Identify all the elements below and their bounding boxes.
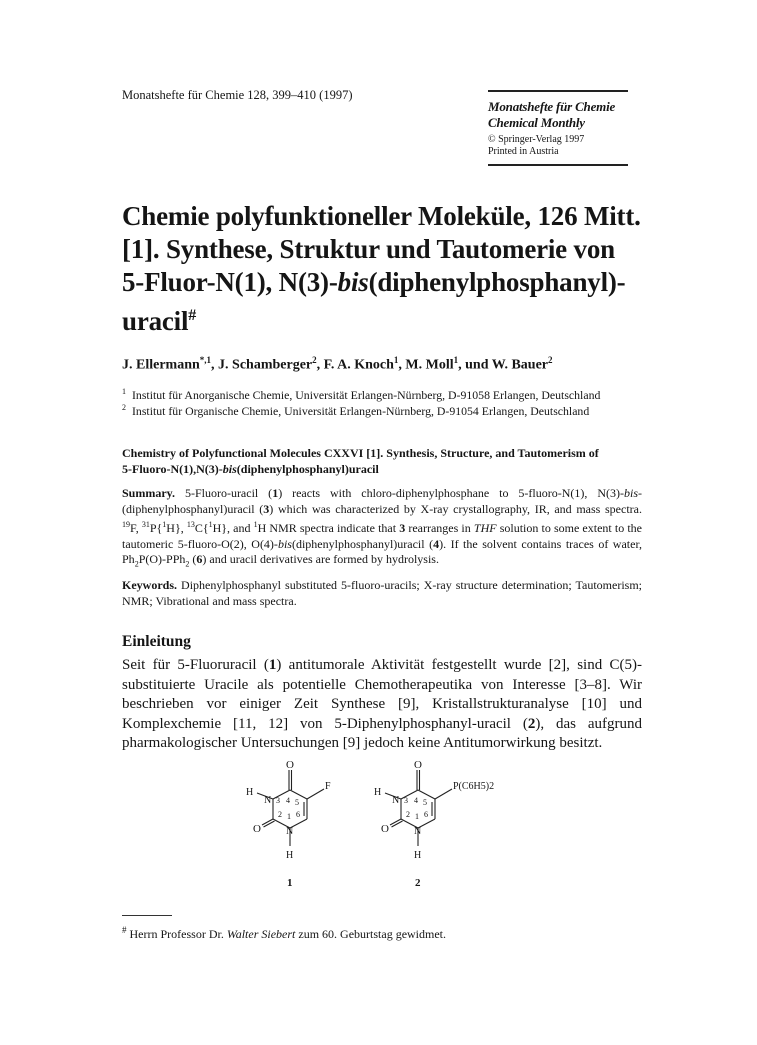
journal-name-de: Monatshefte für Chemie — [488, 99, 616, 114]
title-line-3: 5-Fluor-N(1), N(3)-bis(diphenylphosphanyl)- — [122, 267, 626, 297]
s2-nitrogen-n1: N — [414, 826, 422, 837]
affiliation-2: $^2$ Institut für Organische Chemie, Universität Erlangen-Nürnberg, D-91054 Erlangen, Deutschland — [122, 403, 590, 418]
journal-box-top-rule — [488, 90, 628, 92]
affiliation-1: $^1$ Institut für Anorganische Chemie, Universität Erlangen-Nürnberg, D-91058 Erlangen, Deutschland — [122, 387, 601, 402]
s2-hydrogen-n1: H — [414, 850, 422, 861]
structure-2-label: 2 — [415, 877, 421, 888]
copyright-notice: © Springer-Verlag 1997 — [488, 134, 585, 145]
svg-text:1: 1 — [287, 812, 291, 821]
section-heading: Einleitung — [122, 633, 191, 650]
printed-notice: Printed in Austria — [488, 146, 559, 157]
s2-oxygen-bottom: O — [381, 823, 389, 835]
svg-text:2: 2 — [278, 810, 282, 819]
svg-text:6: 6 — [424, 810, 428, 819]
svg-text:3: 3 — [276, 796, 280, 805]
svg-text:2: 2 — [406, 810, 410, 819]
s1-hydrogen-n1: H — [286, 850, 294, 861]
s1-hydrogen-n3: H — [246, 787, 254, 798]
title-footnote-mark: # — [188, 307, 197, 324]
s2-substituent: P(C6H5)2 — [453, 781, 495, 792]
s2-hydrogen-n3: H — [374, 787, 382, 798]
article-title — [122, 200, 642, 338]
s1-substituent: F — [325, 781, 331, 792]
s2-oxygen-top: O — [414, 759, 422, 771]
uracil-structures-figure — [240, 758, 530, 888]
svg-text:5: 5 — [295, 798, 299, 807]
title-line-1: Chemie polyfunktioneller Moleküle, 126 Mitt. — [122, 201, 641, 231]
s1-oxygen-bottom: O — [253, 823, 261, 835]
keywords-label: Keywords. — [122, 578, 177, 592]
english-title: Chemistry of Polyfunctional Molecules CXXVI [1]. Synthesis, Structure, and Tautomerism of 5-Fluoro-N(1),N(3)-bis(diphenylphosphanyl)uracil — [122, 446, 599, 476]
svg-text:3: 3 — [404, 796, 408, 805]
footnote-rule — [122, 915, 172, 916]
journal-citation: Monatshefte für Chemie 128, 399–410 (1997) — [122, 88, 353, 102]
svg-text:1: 1 — [415, 812, 419, 821]
keywords-paragraph: Keywords. Diphenylphosphanyl substituted 5-fluoro-uracils; X-ray structure determination; Tautomerism; NMR; Vibrational and mass spectra. — [122, 578, 642, 608]
structure-1-label: 1 — [287, 877, 293, 888]
summary-paragraph: Summary. 5-Fluoro-uracil (1) reacts with chloro-diphenylphosphane to 5-fluoro-N(1), N(3)-bis-(diphenylphosphanyl)uracil (3) which was characterized by X-ray crystallography, IR, and mass spectra. $^{19}$F, $^{31}$P{$^1$H}, $^{13}$C{$^1$H}, and $^1$H NMR spectra indicate that 3 rearranges in THF solution to some extent to the tautomeric 5-fluoro-O(2), O(4)-bis(diphenylphosphanyl)uracil (4). If the solvent contains traces of water, $Ph_2P(O)-PPh_2$ (6) and uracil derivatives are formed by hydrolysis. — [122, 486, 642, 569]
journal-box-bottom-rule — [488, 164, 628, 166]
s2-nitrogen-n3: N — [392, 795, 400, 806]
svg-text:6: 6 — [296, 810, 300, 819]
dedication-footnote: # Herrn Professor Dr. Walter Siebert zum 60. Geburtstag gewidmet. — [122, 925, 447, 941]
s1-nitrogen-n3: N — [264, 795, 272, 806]
journal-name-en: Chemical Monthly — [488, 115, 585, 130]
svg-text:4: 4 — [414, 796, 418, 805]
s1-nitrogen-n1: N — [286, 826, 294, 837]
title-line-4: uracil# — [122, 306, 197, 336]
introduction-paragraph: Seit für 5-Fluoruracil (1) antitumorale Aktivität festgestellt wurde [2], sind C(5)-substituierte Uracile als potentielle Chemotherapeutika von Interesse [3–8]. Wir beschrieben vor einiger Zeit Synthese [9], Kristallstrukturanalyse [10] und Komplexchemie [11, 12] von 5-Diphenylphosphanyl-uracil (2), das aufgrund pharmakologischer Untersuchungen [9] jedoch keine Antitumorwirkung besitzt. — [122, 657, 643, 752]
svg-text:5: 5 — [423, 798, 427, 807]
svg-text:4: 4 — [286, 796, 290, 805]
author-list: J. Ellermann$^{*,1}$, J. Schamberger$^2$, F. A. Knoch$^1$, M. Moll$^1$, und W. Bauer$^2$ — [122, 355, 553, 373]
journal-box — [488, 90, 628, 166]
summary-label: Summary. — [122, 486, 176, 500]
s1-oxygen-top: O — [286, 759, 294, 771]
title-line-2: [1]. Synthese, Struktur und Tautomerie von — [122, 234, 615, 264]
